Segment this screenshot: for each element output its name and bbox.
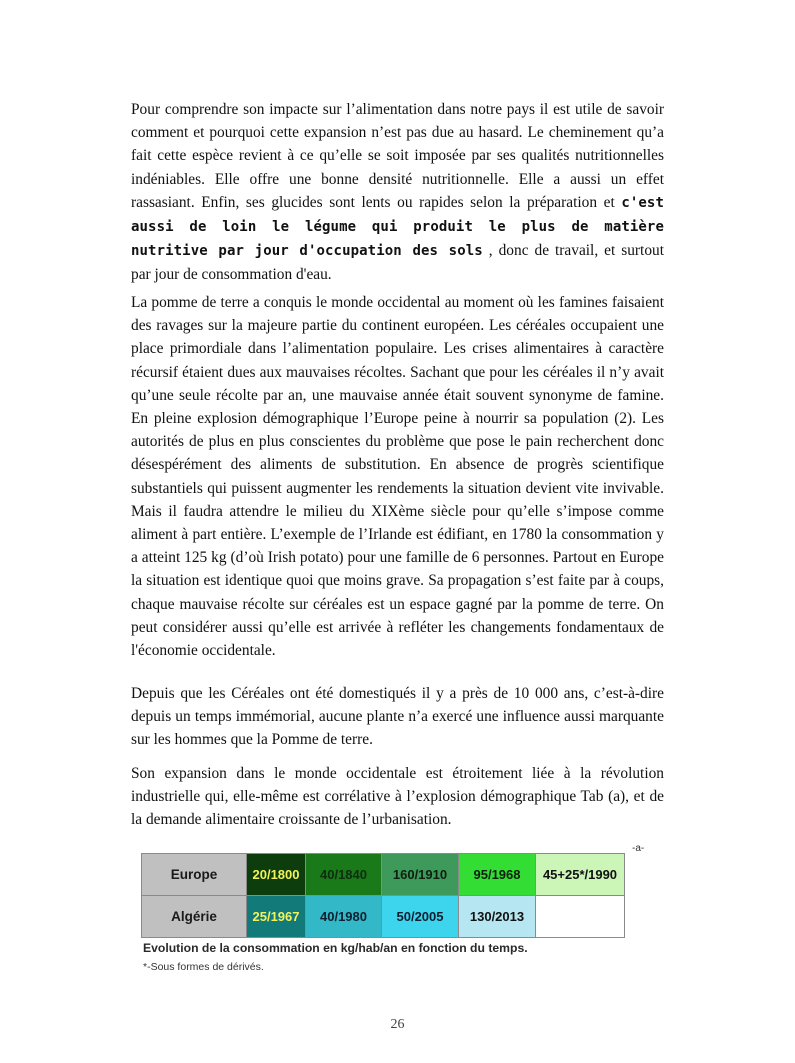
consumption-table (141, 853, 625, 938)
table-cell: 20/1800 (247, 854, 306, 896)
paragraph-2: La pomme de terre a conquis le monde occidental au moment où les famines faisaient des ravages sur la majeure partie du continent européen. Les céréales occupaient une place primordiale dans l’alimentation populaire. Les crises alimentaires à caractère récursif étaient dues aux mauvaises récoltes. Sachant que pour les céréales il n’y avait qu’une seule récolte par an, une mauvaise année était souvent synonyme de famine. En pleine explosion démographique l’Europe peine à nourrir sa population (2). Les autorités de plus en plus conscientes du problème que pose le pain recherchent donc désespérément des aliments de substitution. En absence de progrès scientifique substantiels qui puissent augmenter les rendements la situation devient vite invivable. Mais il faudra attendre le milieu du XIXème siècle pour qu’elle s’impose comme aliment à part entière. L’exemple de l’Irlande est édifiant, en 1780 la consommation y a atteint 125 kg (d’où Irish potato) pour une famille de 6 personnes. Partout en Europe la situation est identique quoi que moins grave. Sa propagation s’est faite par à coups, chaque mauvaise récolte sur céréales est un espace gagné par la pomme de terre. On peut considérer aussi qu’elle est arrivée à refléter les changements fondamentaux de l'économie occidentale. (131, 294, 664, 660)
table-label: -a- (632, 843, 645, 854)
paragraph-1-text-a: Pour comprendre son impacte sur l’alimentation dans notre pays il est utile de savoir comment et pourquoi cette expansion n’est pas due au hasard. Le cheminement qu’a fait cette espèce revient à ce qu’elle se soit imposée par ses qualités nutritionnelles indéniables. Elle offre une bonne densité nutritionnelle. Elle a aussi un effet rassasiant. Enfin, ses glucides sont lents ou rapides selon la préparation et (131, 101, 664, 211)
table-cell (536, 896, 625, 938)
paragraph-3: Depuis que les Céréales ont été domestiqués il y a près de 10 000 ans, c’est-à-dire depuis un temps immémorial, aucune plante n’a exercé une influence aussi marquante sur les hommes que la Pomme de terre. (131, 685, 664, 749)
table-row-algerie (142, 896, 625, 938)
table-cell: 50/2005 (382, 896, 459, 938)
table-cell: 40/1840 (306, 854, 382, 896)
table-footnote: *-Sous formes de dérivés. (143, 961, 264, 973)
table-caption: Evolution de la consommation en kg/hab/an en fonction du temps. (143, 941, 528, 955)
paragraph-1-text-b: , donc de travail, et surtout par jour de consommation d'eau. (131, 242, 664, 284)
table-cell: 95/1968 (459, 854, 536, 896)
paragraph-1-bold-text: c'est aussi de loin le légume qui produit le plus de matière nutritive par jour d'occupation des sols (131, 194, 664, 260)
row-header-europe: Europe (142, 854, 247, 896)
table-row-europe (142, 854, 625, 896)
table-cell: 130/2013 (459, 896, 536, 938)
paragraph-1 (131, 98, 664, 287)
table-cell: 160/1910 (382, 854, 459, 896)
paragraph-4: Son expansion dans le monde occidentale est étroitement liée à la révolution industrielle qui, elle-même est corrélative à l’explosion démographique Tab (a), et de la demande alimentaire croissante de l’urbanisation. (131, 765, 664, 829)
table-cell: 40/1980 (306, 896, 382, 938)
table-cell: 45+25*/1990 (536, 854, 625, 896)
table-cell: 25/1967 (247, 896, 306, 938)
row-header-algerie: Algérie (142, 896, 247, 938)
page-number: 26 (390, 1017, 405, 1032)
